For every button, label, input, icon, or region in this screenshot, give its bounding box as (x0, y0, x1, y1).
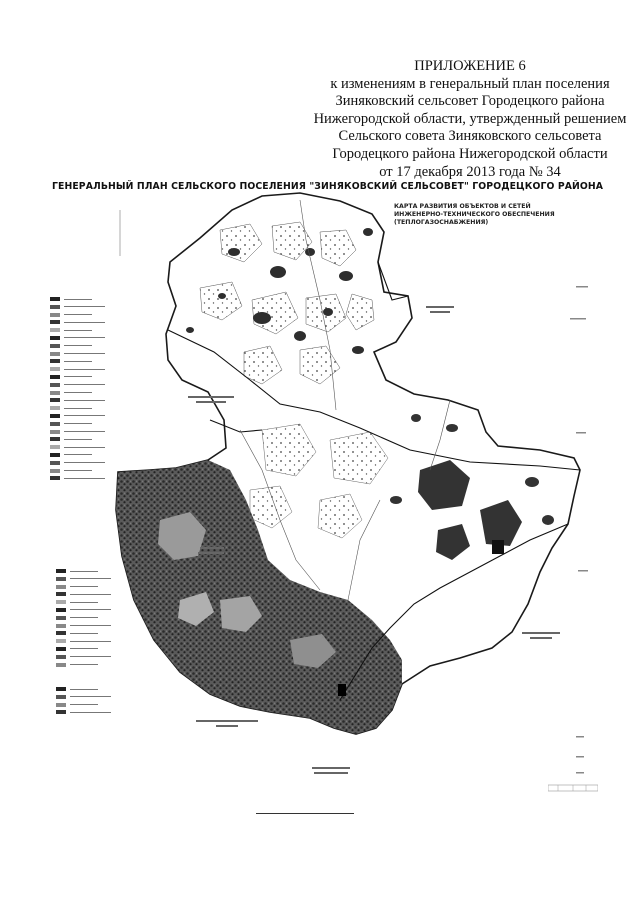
legend-text-line (64, 384, 105, 385)
appendix-line-4: Нижегородской области, утвержденный решением (313, 110, 627, 127)
legend-text-line (70, 641, 111, 642)
settlement-marker-east (492, 540, 504, 554)
legend-text-line (64, 322, 105, 323)
legend-text-line (70, 664, 98, 665)
legend-symbol (50, 476, 60, 480)
legend-row (50, 460, 120, 466)
legend-row (50, 397, 120, 403)
legend-symbol (50, 375, 60, 379)
legend-row (50, 351, 120, 357)
legend-text-line (64, 299, 92, 300)
legend-row (50, 304, 120, 310)
legend-text-line (64, 447, 105, 448)
legend-symbol (50, 406, 60, 410)
legend-text-line (64, 478, 105, 479)
right-edge-marks (570, 286, 588, 774)
legend-symbol (50, 367, 60, 371)
legend-symbol (50, 305, 60, 309)
legend-text-line (70, 617, 98, 618)
legend-text-line (64, 431, 105, 432)
legend-row (50, 296, 120, 302)
legend-text-line (70, 609, 111, 610)
legend-text-line (64, 337, 105, 338)
legend-row (56, 630, 116, 636)
legend-row (50, 429, 120, 435)
legend-row (50, 312, 120, 318)
legend-symbol (50, 391, 60, 395)
legend-symbol (56, 624, 66, 628)
legend-text-line (70, 704, 98, 705)
legend-symbol (56, 569, 66, 573)
legend-row (56, 702, 116, 708)
legend-text-line (70, 689, 98, 690)
legend-text-line (64, 462, 105, 463)
legend-symbol (50, 320, 60, 324)
legend-symbol (56, 703, 66, 707)
legend-row (50, 335, 120, 341)
legend-text-line (64, 353, 105, 354)
legend-symbol (50, 469, 60, 473)
legend-symbol (50, 422, 60, 426)
legend-row (50, 452, 120, 458)
appendix-line-6: Городецкого района Нижегородской области (332, 145, 608, 162)
bottom-rule (256, 813, 354, 814)
legend-symbol (56, 710, 66, 714)
legend-text-line (64, 415, 105, 416)
legend-row (50, 382, 120, 388)
legend-row (50, 390, 120, 396)
legend-text-line (64, 454, 92, 455)
map-subtitle-line-3: (ТЕПЛОГАЗОСНАБЖЕНИЯ) (394, 219, 489, 226)
legend-upper (50, 296, 120, 483)
legend-row (56, 694, 116, 700)
legend-symbol (50, 359, 60, 363)
legend-text-line (64, 369, 105, 370)
legend-text-line (64, 306, 105, 307)
legend-symbol (56, 585, 66, 589)
map-subtitle-line-1: КАРТА РАЗВИТИЯ ОБЪЕКТОВ И СЕТЕЙ (394, 203, 531, 210)
legend-symbol (50, 313, 60, 317)
appendix-line-1: ПРИЛОЖЕНИЕ 6 (414, 58, 526, 74)
legend-text-line (70, 571, 98, 572)
legend-row (56, 686, 116, 692)
legend-row (56, 623, 116, 629)
legend-row (56, 576, 116, 582)
legend-row (50, 358, 120, 364)
legend-row (56, 568, 116, 574)
legend-symbol (56, 695, 66, 699)
legend-small (56, 686, 116, 717)
legend-text-line (70, 633, 98, 634)
legend-symbol (56, 687, 66, 691)
legend-text-line (70, 594, 111, 595)
legend-symbol (56, 592, 66, 596)
legend-symbol (50, 414, 60, 418)
legend-text-line (64, 439, 92, 440)
legend-row (50, 444, 120, 450)
legend-text-line (70, 578, 111, 579)
legend-symbol (56, 655, 66, 659)
legend-row (56, 599, 116, 605)
legend-row (56, 615, 116, 621)
legend-text-line (70, 648, 98, 649)
legend-symbol (56, 600, 66, 604)
legend-symbol (50, 453, 60, 457)
legend-text-line (70, 625, 111, 626)
legend-row (56, 591, 116, 597)
legend-row (50, 475, 120, 481)
legend-symbol (50, 437, 60, 441)
legend-symbol (50, 461, 60, 465)
legend-symbol (50, 398, 60, 402)
legend-text-line (70, 712, 111, 713)
legend-text-line (64, 314, 92, 315)
legend-row (56, 584, 116, 590)
legend-symbol (50, 445, 60, 449)
legend-symbol (56, 608, 66, 612)
legend-row (56, 638, 116, 644)
legend-text-line (64, 330, 92, 331)
legend-row (50, 319, 120, 325)
map-subtitle (394, 203, 594, 227)
legend-text-line (64, 470, 92, 471)
legend-symbol (50, 383, 60, 387)
legend-symbol (56, 577, 66, 581)
settlement-marker-south (338, 684, 346, 696)
appendix-line-5: Сельского совета Зиняковского сельсовета (338, 128, 602, 145)
stamp-mark (548, 783, 598, 793)
legend-text-line (70, 696, 111, 697)
legend-row (56, 709, 116, 715)
legend-text-line (70, 586, 98, 587)
legend-symbol (50, 297, 60, 301)
legend-text-line (64, 408, 92, 409)
map-subtitle-line-2: ИНЖЕНЕРНО-ТЕХНИЧЕСКОГО ОБЕСПЕЧЕНИЯ (394, 211, 555, 218)
legend-symbol (56, 639, 66, 643)
legend-row (56, 646, 116, 652)
legend-text-line (64, 345, 92, 346)
legend-row (50, 468, 120, 474)
legend-text-line (64, 361, 92, 362)
legend-text-line (70, 602, 98, 603)
map-title: ГЕНЕРАЛЬНЫЙ ПЛАН СЕЛЬСКОГО ПОСЕЛЕНИЯ "ЗИНЯКОВСКИЙ СЕЛЬСОВЕТ" ГОРОДЕЦКОГО РАЙОНА (52, 181, 604, 192)
legend-row (50, 366, 120, 372)
legend-symbol (50, 430, 60, 434)
legend-row (50, 327, 120, 333)
legend-text-line (64, 392, 92, 393)
legend-symbol (56, 663, 66, 667)
legend-row (56, 607, 116, 613)
legend-symbol (50, 336, 60, 340)
appendix-line-3: Зиняковский сельсовет Городецкого района (335, 93, 605, 110)
appendix-line-7: от 17 декабря 2013 года № 34 (379, 163, 561, 180)
legend-symbol (50, 328, 60, 332)
legend-symbol (56, 616, 66, 620)
legend-symbol (56, 631, 66, 635)
legend-lower (56, 568, 116, 669)
legend-text-line (64, 400, 105, 401)
legend-text-line (70, 656, 111, 657)
legend-row (56, 662, 116, 668)
legend-row (50, 343, 120, 349)
legend-row (50, 374, 120, 380)
legend-row (56, 654, 116, 660)
legend-text-line (64, 376, 92, 377)
legend-symbol (50, 344, 60, 348)
legend-symbol (50, 352, 60, 356)
legend-row (50, 421, 120, 427)
legend-row (50, 413, 120, 419)
legend-text-line (64, 423, 92, 424)
legend-symbol (56, 647, 66, 651)
appendix-line-2: к изменениям в генеральный план поселения (330, 75, 610, 92)
legend-row (50, 436, 120, 442)
legend-row (50, 405, 120, 411)
